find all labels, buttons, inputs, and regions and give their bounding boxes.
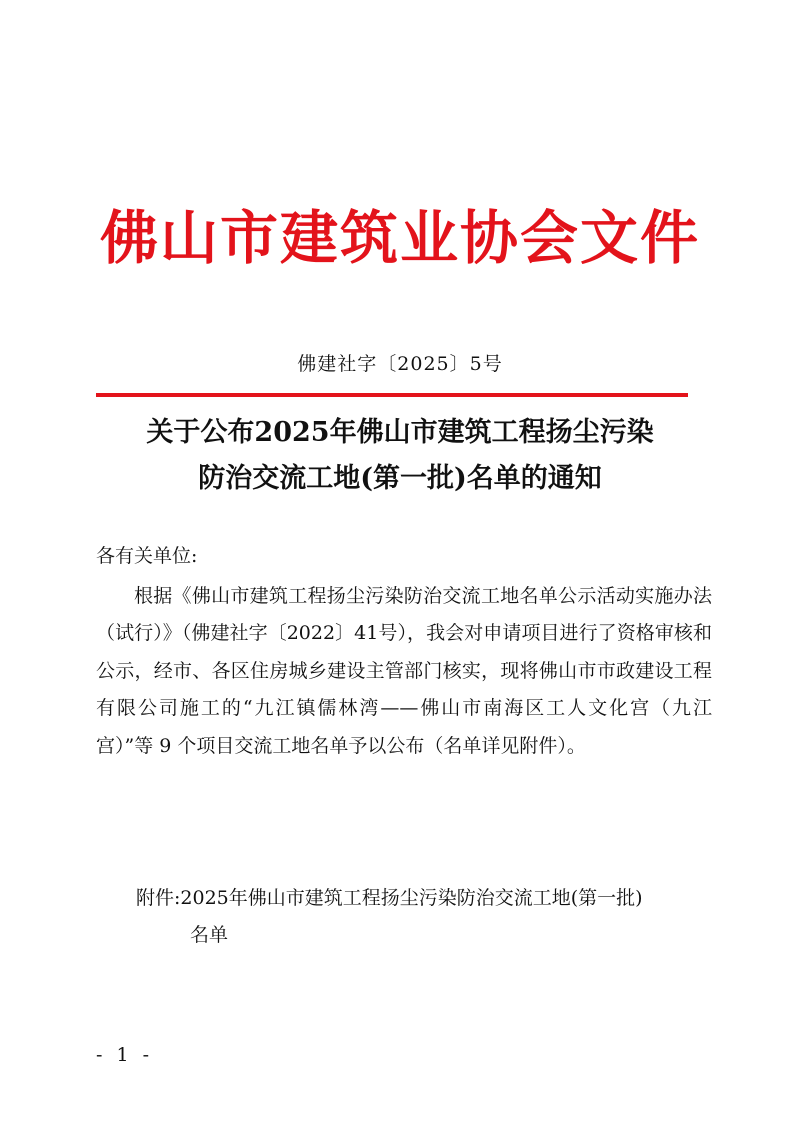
body-paragraph: 根据《佛山市建筑工程扬尘污染防治交流工地名单公示活动实施办法（试行）》（佛建社字〔2022〕41号），我会对申请项目进行了资格审核和公示，经市、各区住房城乡建设主管部门核实，现将佛山市市政建设工程有限公司施工的“九江镇儒林湾——佛山市南海区工人文化宫（九江宫）”等 9 个项目交流工地名单予以公布（名单详见附件）。 [96, 585, 712, 757]
attachment-note [136, 880, 716, 954]
document-number: 佛建社字〔2025〕5号 [297, 353, 503, 375]
attachment-line-1: 附件:2025年佛山市建筑工程扬尘污染防治交流工地(第一批) [136, 887, 643, 909]
notice-title-line-2: 防治交流工地(第一批)名单的通知 [198, 463, 602, 494]
page-number: - 1 - [96, 1044, 154, 1066]
notice-title-line-1: 关于公布2025年佛山市建筑工程扬尘污染 [146, 417, 654, 448]
notice-title [0, 410, 800, 502]
salutation: 各有关单位: [96, 545, 198, 567]
red-divider-line [96, 393, 688, 397]
attachment-line-2: 名单 [190, 924, 229, 946]
org-header-title: 佛山市建筑业协会文件 [99, 204, 700, 272]
